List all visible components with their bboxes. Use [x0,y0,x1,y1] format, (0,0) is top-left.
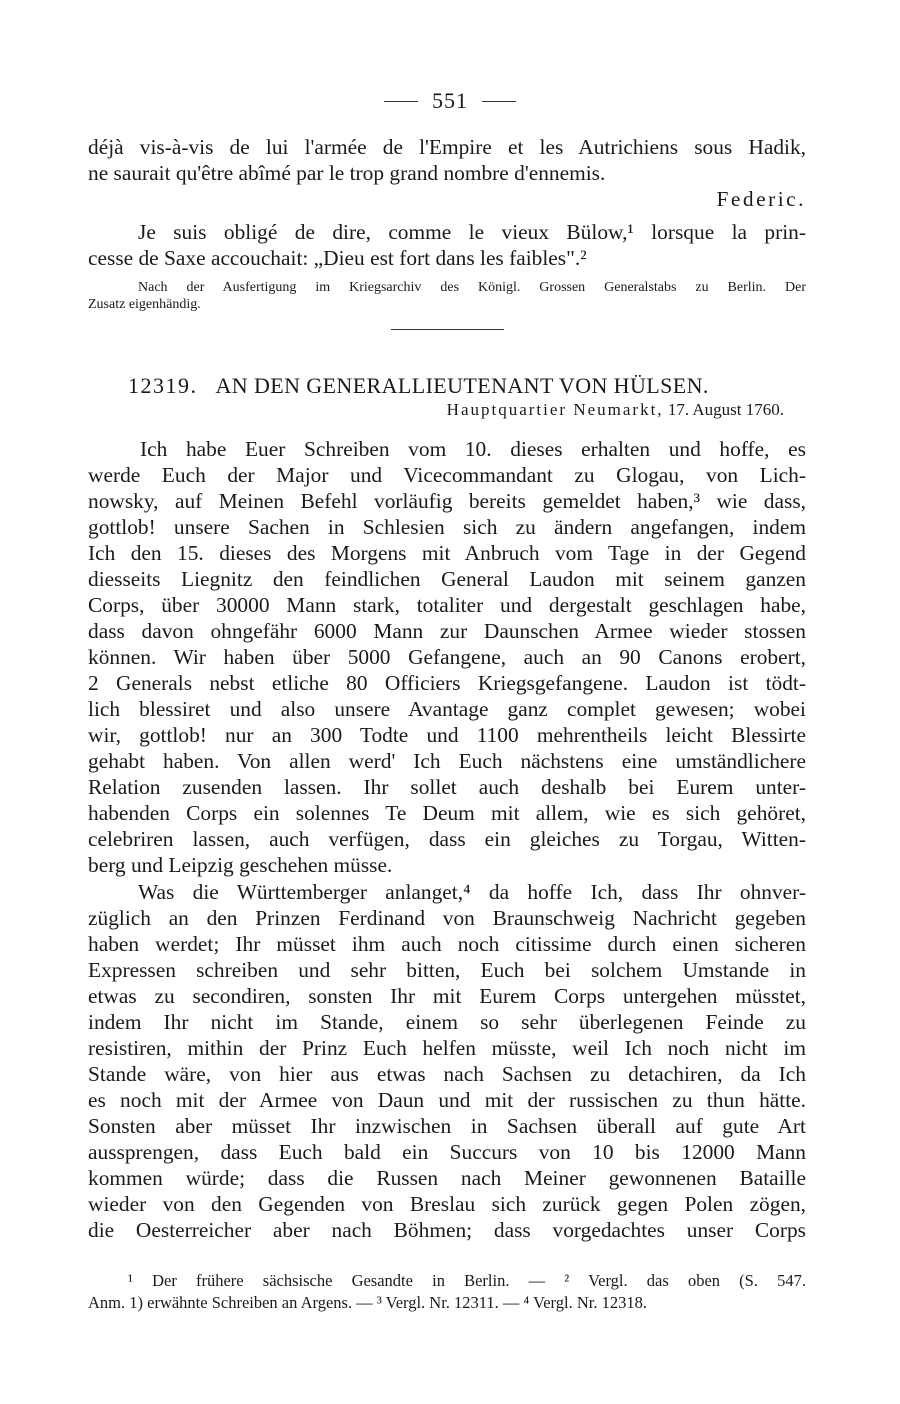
letter-place: Hauptquartier Neumarkt, [446,400,664,419]
text-line: lich blessiret und also unsere Avantage ganz complet gewesen; wobei [88,697,806,721]
letter-title: AN DEN GENERALLIEUTENANT VON HÜLSEN. [215,373,709,398]
text-line: berg und Leipzig geschehen müsse. [88,853,393,877]
text-line: es noch mit der Armee von Daun und mit der russischen zu thun hätte. [88,1088,806,1112]
text-line: züglich an den Prinzen Ferdinand von Braunschweig Nachricht gegeben [88,906,806,930]
page-number: 551 [432,88,468,113]
text-line: aussprengen, dass Euch bald ein Succurs von 10 bis 12000 Mann [88,1140,806,1164]
footnote-line: Anm. 1) erwähnte Schreiben an Argens. — ³ Vergl. Nr. 12311. — ⁴ Vergl. Nr. 12318. [88,1293,647,1312]
text-line: 2 Generals nebst etliche 80 Officiers Kriegsgefangene. Laudon ist tödt- [88,671,806,695]
letter-paragraph-2 [88,879,806,1243]
text-line: cesse de Saxe accouchait: „Dieu est fort dans les faibles".² [88,246,587,270]
text-line: Expressen schreiben und sehr bitten, Euch bei solchem Umstande in [88,958,806,982]
section-divider [391,329,504,330]
text-line: diesseits Liegnitz den feindlichen General Laudon mit seinem ganzen [88,567,806,591]
text-line: Corps, über 30000 Mann stark, totaliter und dergestalt geschlagen habe, [88,593,806,617]
signature: Federic. [716,187,806,211]
footnote-line: ¹ Der frühere sächsische Gesandte in Berlin. — ² Vergl. das oben (S. 547. [128,1271,806,1290]
text-line: celebriren lassen, auch verfügen, dass ein gleiches zu Torgau, Witten- [88,827,806,851]
source-note [88,279,806,313]
text-line: Relation zusenden lassen. Ihr sollet auch deshalb bei Eurem unter- [88,775,806,799]
page-header [0,88,900,114]
letter-date: 17. August 1760. [667,400,784,419]
text-line: habenden Corps ein solennes Te Deum mit allem, wie es sich gehöret, [88,801,806,825]
text-line: gottlob! unsere Sachen in Schlesien sich zu ändern angefangen, indem [88,515,806,539]
text-line: indem Ihr nicht im Stande, einem so sehr überlegenen Feinde zu [88,1010,806,1034]
text-line: Was die Württemberger anlanget,⁴ da hoffe Ich, dass Ihr ohnver- [138,880,806,904]
text-line: Stande wäre, von hier aus etwas nach Sachsen zu detachiren, da Ich [88,1062,806,1086]
text-line: kommen würde; dass die Russen nach Meiner gewonnenen Bataille [88,1166,806,1190]
top-paragraph [88,134,806,212]
text-line: déjà vis-à-vis de lui l'armée de l'Empire et les Autrichiens sous Hadik, [88,135,806,159]
text-line: nowsky, auf Meinen Befehl vorläufig bereits gemeldet haben,³ wie dass, [88,489,806,513]
postscript [88,219,806,271]
letter-paragraph-1 [88,436,806,878]
footnotes [88,1270,806,1314]
text-line: gehabt haben. Von allen werd' Ich Euch nächstens eine umständlichere [88,749,806,773]
text-line: wir, gottlob! nur an 300 Todte und 1100 mehrentheils leicht Blessirte [88,723,806,747]
text-line: wieder von den Gegenden von Breslau sich zurück gegen Polen zögen, [88,1192,806,1216]
text-line: ne saurait qu'être abîmé par le trop grand nombre d'ennemis. [88,161,606,185]
header-rule-right [482,101,516,102]
note-line: Zusatz eigenhändig. [88,297,201,312]
letter-dateline [360,398,784,422]
header-rule-left [384,101,418,102]
text-line: Ich den 15. dieses des Morgens mit Anbruch vom Tage in der Gegend [88,541,806,565]
text-line: haben werdet; Ihr müsset ihm auch noch citissime durch einen sicheren [88,932,806,956]
text-line: Sonsten aber müsset Ihr inzwischen in Sachsen überall auf gute Art [88,1114,806,1138]
letter-number: 12319. [128,373,198,398]
text-line: dass davon ohngefähr 6000 Mann zur Daunschen Armee wieder stossen [88,619,806,643]
text-line: Je suis obligé de dire, comme le vieux Bülow,¹ lorsque la prin- [138,220,806,244]
text-line: können. Wir haben über 5000 Gefangene, auch an 90 Canons erobert, [88,645,806,669]
note-line: Nach der Ausfertigung im Kriegsarchiv des Königl. Grossen Generalstabs zu Berlin. Der [138,280,806,295]
text-line: werde Euch der Major und Vicecommandant zu Glogau, von Lich- [88,463,806,487]
text-line: die Oesterreicher aber nach Böhmen; dass vorgedachtes unser Corps [88,1218,806,1242]
text-line: Ich habe Euer Schreiben vom 10. dieses erhalten und hoffe, es [140,437,806,461]
letter-heading [128,373,788,399]
text-line: resistiren, mithin der Prinz Euch helfen müsste, weil Ich noch nicht im [88,1036,806,1060]
text-line: etwas zu secondiren, sonsten Ihr mit Eurem Corps untergehen müsstet, [88,984,806,1008]
